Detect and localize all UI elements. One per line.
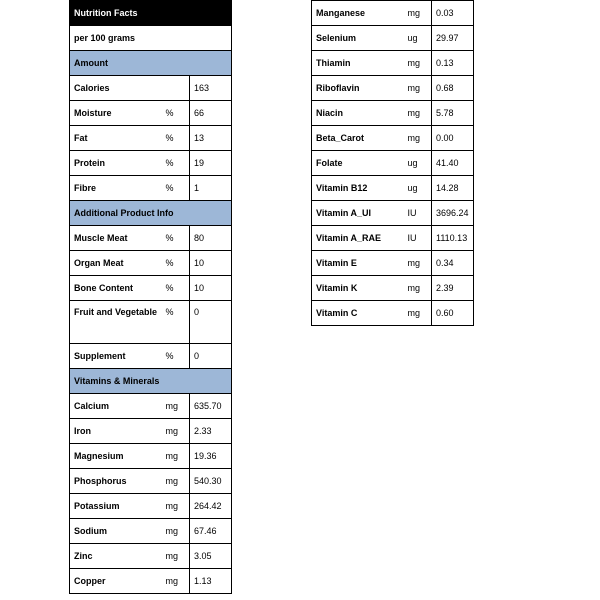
nutrient-unit: [162, 76, 190, 101]
table-row: [312, 251, 474, 276]
nutrient-name: Vitamin B12: [312, 176, 404, 201]
nutrient-name: Vitamin A_UI: [312, 201, 404, 226]
table-row: [70, 519, 232, 544]
table-row: [70, 76, 232, 101]
serving-row: [70, 26, 232, 51]
nutrient-name: Fruit and Vegetable: [70, 301, 162, 344]
nutrient-unit: %: [162, 301, 190, 344]
amount-header: Amount: [70, 51, 232, 76]
nutrient-unit: mg: [404, 301, 432, 326]
nutrient-name: Iron: [70, 419, 162, 444]
nutrient-name: Beta_Carot: [312, 126, 404, 151]
nutrient-unit: mg: [162, 444, 190, 469]
nutrient-value: 2.39: [432, 276, 474, 301]
amount-header-row: [70, 51, 232, 76]
nutrient-unit: %: [162, 176, 190, 201]
table-row: [312, 301, 474, 326]
nutrient-unit: mg: [404, 51, 432, 76]
table-row: [312, 276, 474, 301]
nutrient-value: 3.05: [190, 544, 232, 569]
nutrient-value: 13: [190, 126, 232, 151]
nutrient-name: Copper: [70, 569, 162, 594]
nutrient-value: 0.13: [432, 51, 474, 76]
nutrient-value: 0: [190, 344, 232, 369]
nutrient-name: Protein: [70, 151, 162, 176]
nutrient-value: 0.03: [432, 1, 474, 26]
title-row: [70, 1, 232, 26]
nutrient-value: 163: [190, 76, 232, 101]
nutrient-name: Magnesium: [70, 444, 162, 469]
nutrient-name: Supplement: [70, 344, 162, 369]
nutrient-name: Thiamin: [312, 51, 404, 76]
nutrient-name: Vitamin A_RAE: [312, 226, 404, 251]
nutrient-value: 0.68: [432, 76, 474, 101]
nutrient-unit: IU: [404, 226, 432, 251]
additional-info-header: Additional Product Info: [70, 201, 232, 226]
nutrient-value: 19.36: [190, 444, 232, 469]
table-row: [312, 226, 474, 251]
nutrient-value: 264.42: [190, 494, 232, 519]
table-row: [70, 344, 232, 369]
table-row: [312, 176, 474, 201]
table-row: [312, 1, 474, 26]
nutrient-value: 1.13: [190, 569, 232, 594]
table-row: [312, 101, 474, 126]
table-row: [312, 201, 474, 226]
nutrient-unit: ug: [404, 176, 432, 201]
nutrient-unit: mg: [162, 469, 190, 494]
table-row: [70, 569, 232, 594]
nutrient-value: 635.70: [190, 394, 232, 419]
nutrient-unit: %: [162, 226, 190, 251]
nutrient-value: 41.40: [432, 151, 474, 176]
nutrient-unit: mg: [162, 519, 190, 544]
nutrition-facts-title: Nutrition Facts: [70, 1, 232, 26]
nutrient-value: 19: [190, 151, 232, 176]
table-row: [70, 176, 232, 201]
table-row: [70, 544, 232, 569]
serving-size: per 100 grams: [70, 26, 232, 51]
nutrient-unit: %: [162, 276, 190, 301]
nutrient-unit: %: [162, 251, 190, 276]
nutrient-unit: %: [162, 344, 190, 369]
table-row: [312, 151, 474, 176]
nutrient-name: Phosphorus: [70, 469, 162, 494]
table-row: [70, 126, 232, 151]
nutrient-name: Sodium: [70, 519, 162, 544]
nutrient-unit: mg: [404, 1, 432, 26]
nutrient-unit: %: [162, 151, 190, 176]
table-row: [312, 76, 474, 101]
table-row: [70, 301, 232, 344]
nutrient-value: 10: [190, 276, 232, 301]
nutrient-unit: mg: [162, 494, 190, 519]
nutrient-value: 80: [190, 226, 232, 251]
nutrient-name: Manganese: [312, 1, 404, 26]
nutrient-unit: mg: [404, 126, 432, 151]
nutrient-unit: %: [162, 126, 190, 151]
table-row: [70, 101, 232, 126]
nutrient-name: Niacin: [312, 101, 404, 126]
table-row: [70, 151, 232, 176]
nutrition-facts-table: [69, 0, 232, 594]
table-row: [312, 26, 474, 51]
nutrient-name: Fat: [70, 126, 162, 151]
table-row: [70, 251, 232, 276]
nutrient-name: Potassium: [70, 494, 162, 519]
table-row: [70, 276, 232, 301]
nutrient-name: Folate: [312, 151, 404, 176]
nutrient-unit: mg: [162, 569, 190, 594]
nutrient-value: 29.97: [432, 26, 474, 51]
nutrient-value: 66: [190, 101, 232, 126]
nutrient-name: Organ Meat: [70, 251, 162, 276]
table-row: [312, 51, 474, 76]
nutrient-unit: ug: [404, 26, 432, 51]
table-row: [70, 394, 232, 419]
micronutrients-table: [311, 0, 474, 326]
nutrient-value: 0.60: [432, 301, 474, 326]
vitamins-minerals-header: Vitamins & Minerals: [70, 369, 232, 394]
nutrient-value: 0.34: [432, 251, 474, 276]
nutrient-name: Vitamin K: [312, 276, 404, 301]
nutrient-name: Calories: [70, 76, 162, 101]
additional-info-header-row: [70, 201, 232, 226]
nutrient-name: Vitamin C: [312, 301, 404, 326]
nutrient-name: Calcium: [70, 394, 162, 419]
table-row: [70, 419, 232, 444]
nutrient-name: Vitamin E: [312, 251, 404, 276]
nutrient-value: 0: [190, 301, 232, 344]
nutrient-unit: mg: [162, 419, 190, 444]
nutrient-value: 540.30: [190, 469, 232, 494]
nutrient-value: 5.78: [432, 101, 474, 126]
table-row: [312, 126, 474, 151]
table-row: [70, 469, 232, 494]
nutrient-unit: mg: [404, 101, 432, 126]
nutrient-value: 1110.13: [432, 226, 474, 251]
nutrient-name: Bone Content: [70, 276, 162, 301]
nutrient-value: 3696.24: [432, 201, 474, 226]
nutrient-value: 67.46: [190, 519, 232, 544]
nutrient-unit: ug: [404, 151, 432, 176]
nutrient-value: 1: [190, 176, 232, 201]
nutrient-name: Zinc: [70, 544, 162, 569]
table-row: [70, 494, 232, 519]
nutrient-unit: IU: [404, 201, 432, 226]
nutrient-unit: %: [162, 101, 190, 126]
table-row: [70, 444, 232, 469]
nutrient-name: Riboflavin: [312, 76, 404, 101]
nutrient-name: Fibre: [70, 176, 162, 201]
nutrient-value: 14.28: [432, 176, 474, 201]
nutrient-unit: mg: [162, 544, 190, 569]
nutrient-unit: mg: [162, 394, 190, 419]
nutrient-unit: mg: [404, 76, 432, 101]
nutrient-value: 2.33: [190, 419, 232, 444]
table-row: [70, 226, 232, 251]
nutrient-value: 10: [190, 251, 232, 276]
nutrient-value: 0.00: [432, 126, 474, 151]
nutrient-name: Muscle Meat: [70, 226, 162, 251]
nutrient-name: Selenium: [312, 26, 404, 51]
nutrient-unit: mg: [404, 251, 432, 276]
nutrient-unit: mg: [404, 276, 432, 301]
nutrient-name: Moisture: [70, 101, 162, 126]
vitamins-minerals-header-row: [70, 369, 232, 394]
